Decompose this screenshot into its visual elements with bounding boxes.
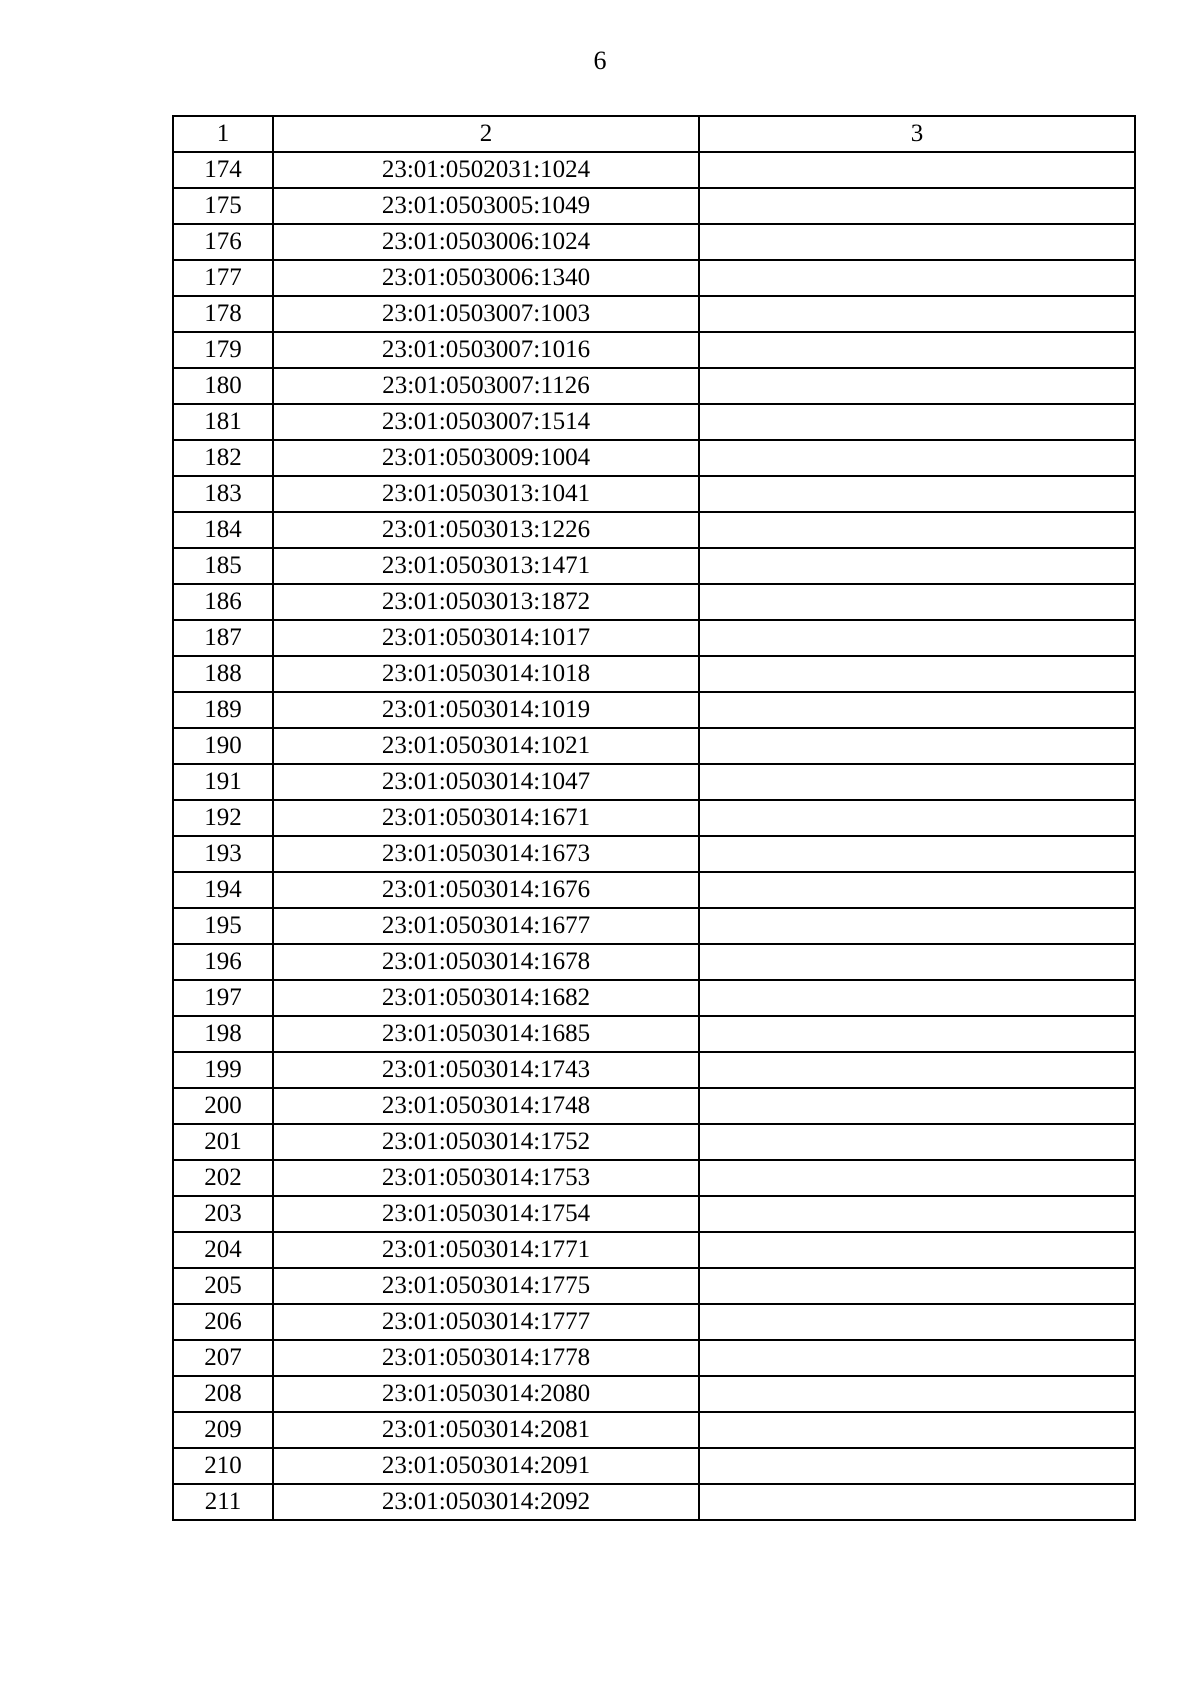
cadastral-number-cell: 23:01:0503013:1226	[273, 512, 699, 548]
cadastral-number-cell: 23:01:0503014:2091	[273, 1448, 699, 1484]
table-row	[173, 800, 1135, 836]
table-row	[173, 224, 1135, 260]
row-number-cell: 201	[173, 1124, 273, 1160]
cadastral-number-cell: 23:01:0503014:1775	[273, 1268, 699, 1304]
table-row	[173, 692, 1135, 728]
cadastral-number-cell: 23:01:0503007:1016	[273, 332, 699, 368]
notes-cell	[699, 476, 1135, 512]
row-number-cell: 199	[173, 1052, 273, 1088]
row-number-cell: 178	[173, 296, 273, 332]
table-row	[173, 1484, 1135, 1520]
table-row	[173, 152, 1135, 188]
row-number-cell: 179	[173, 332, 273, 368]
table-row	[173, 1052, 1135, 1088]
cadastral-number-cell: 23:01:0503009:1004	[273, 440, 699, 476]
cadastral-number-cell: 23:01:0503007:1003	[273, 296, 699, 332]
row-number-cell: 191	[173, 764, 273, 800]
cadastral-number-cell: 23:01:0503014:1019	[273, 692, 699, 728]
row-number-cell: 188	[173, 656, 273, 692]
cadastral-number-cell: 23:01:0503006:1024	[273, 224, 699, 260]
row-number-cell: 198	[173, 1016, 273, 1052]
row-number-cell: 195	[173, 908, 273, 944]
cadastral-number-cell: 23:01:0503014:1017	[273, 620, 699, 656]
table-row	[173, 620, 1135, 656]
table-row	[173, 1196, 1135, 1232]
row-number-cell: 205	[173, 1268, 273, 1304]
notes-cell	[699, 692, 1135, 728]
cadastral-number-cell: 23:01:0503014:1752	[273, 1124, 699, 1160]
table-row	[173, 548, 1135, 584]
notes-cell	[699, 1052, 1135, 1088]
row-number-cell: 211	[173, 1484, 273, 1520]
table-row	[173, 980, 1135, 1016]
notes-cell	[699, 224, 1135, 260]
column-header-1: 1	[173, 116, 273, 152]
row-number-cell: 210	[173, 1448, 273, 1484]
table-row	[173, 188, 1135, 224]
notes-cell	[699, 548, 1135, 584]
notes-cell	[699, 1484, 1135, 1520]
cadastral-number-cell: 23:01:0503014:2080	[273, 1376, 699, 1412]
notes-cell	[699, 1160, 1135, 1196]
table-row	[173, 1340, 1135, 1376]
notes-cell	[699, 404, 1135, 440]
row-number-cell: 202	[173, 1160, 273, 1196]
notes-cell	[699, 1124, 1135, 1160]
cadastral-number-cell: 23:01:0503013:1471	[273, 548, 699, 584]
row-number-cell: 185	[173, 548, 273, 584]
notes-cell	[699, 908, 1135, 944]
row-number-cell: 187	[173, 620, 273, 656]
table-row	[173, 1412, 1135, 1448]
cadastral-number-cell: 23:01:0503014:1678	[273, 944, 699, 980]
cadastral-number-cell: 23:01:0503014:1671	[273, 800, 699, 836]
cadastral-number-cell: 23:01:0503014:1677	[273, 908, 699, 944]
cadastral-number-cell: 23:01:0503014:1685	[273, 1016, 699, 1052]
row-number-cell: 181	[173, 404, 273, 440]
notes-cell	[699, 1016, 1135, 1052]
notes-cell	[699, 1340, 1135, 1376]
notes-cell	[699, 800, 1135, 836]
row-number-cell: 189	[173, 692, 273, 728]
cadastral-number-cell: 23:01:0503014:1673	[273, 836, 699, 872]
cadastral-number-cell: 23:01:0502031:1024	[273, 152, 699, 188]
notes-cell	[699, 944, 1135, 980]
table-row	[173, 1016, 1135, 1052]
notes-cell	[699, 620, 1135, 656]
notes-cell	[699, 440, 1135, 476]
notes-cell	[699, 152, 1135, 188]
cadastral-number-cell: 23:01:0503007:1126	[273, 368, 699, 404]
row-number-cell: 174	[173, 152, 273, 188]
column-header-2: 2	[273, 116, 699, 152]
row-number-cell: 177	[173, 260, 273, 296]
table-row	[173, 1268, 1135, 1304]
notes-cell	[699, 1196, 1135, 1232]
table-row	[173, 1448, 1135, 1484]
cadastral-number-cell: 23:01:0503014:2081	[273, 1412, 699, 1448]
cadastral-number-cell: 23:01:0503014:1778	[273, 1340, 699, 1376]
table-row	[173, 368, 1135, 404]
table-row	[173, 476, 1135, 512]
cadastral-number-cell: 23:01:0503014:1021	[273, 728, 699, 764]
table-row	[173, 872, 1135, 908]
cadastral-number-cell: 23:01:0503014:1018	[273, 656, 699, 692]
cadastral-number-cell: 23:01:0503014:1771	[273, 1232, 699, 1268]
cadastral-number-cell: 23:01:0503007:1514	[273, 404, 699, 440]
cadastral-number-cell: 23:01:0503014:1682	[273, 980, 699, 1016]
cadastral-number-cell: 23:01:0503013:1041	[273, 476, 699, 512]
notes-cell	[699, 332, 1135, 368]
table-row	[173, 1304, 1135, 1340]
notes-cell	[699, 1088, 1135, 1124]
table-row	[173, 1376, 1135, 1412]
row-number-cell: 196	[173, 944, 273, 980]
notes-cell	[699, 764, 1135, 800]
column-header-3: 3	[699, 116, 1135, 152]
table-row	[173, 908, 1135, 944]
table-row	[173, 296, 1135, 332]
cadastral-number-cell: 23:01:0503005:1049	[273, 188, 699, 224]
row-number-cell: 192	[173, 800, 273, 836]
table-row	[173, 404, 1135, 440]
table-row	[173, 1232, 1135, 1268]
table-row	[173, 1160, 1135, 1196]
row-number-cell: 204	[173, 1232, 273, 1268]
notes-cell	[699, 1268, 1135, 1304]
row-number-cell: 183	[173, 476, 273, 512]
notes-cell	[699, 1232, 1135, 1268]
row-number-cell: 182	[173, 440, 273, 476]
notes-cell	[699, 188, 1135, 224]
notes-cell	[699, 512, 1135, 548]
notes-cell	[699, 368, 1135, 404]
row-number-cell: 176	[173, 224, 273, 260]
notes-cell	[699, 1376, 1135, 1412]
row-number-cell: 207	[173, 1340, 273, 1376]
table-row	[173, 332, 1135, 368]
row-number-cell: 186	[173, 584, 273, 620]
row-number-cell: 200	[173, 1088, 273, 1124]
notes-cell	[699, 1412, 1135, 1448]
notes-cell	[699, 728, 1135, 764]
row-number-cell: 194	[173, 872, 273, 908]
cadastral-number-cell: 23:01:0503014:1753	[273, 1160, 699, 1196]
notes-cell	[699, 1448, 1135, 1484]
row-number-cell: 175	[173, 188, 273, 224]
table-row	[173, 1124, 1135, 1160]
table-row	[173, 512, 1135, 548]
table-row	[173, 836, 1135, 872]
notes-cell	[699, 260, 1135, 296]
table-header-row	[173, 116, 1135, 152]
cadastral-number-cell: 23:01:0503013:1872	[273, 584, 699, 620]
row-number-cell: 184	[173, 512, 273, 548]
page-number: 6	[593, 46, 607, 75]
cadastral-number-cell: 23:01:0503014:1676	[273, 872, 699, 908]
table-row	[173, 764, 1135, 800]
cadastral-number-cell: 23:01:0503014:1047	[273, 764, 699, 800]
row-number-cell: 206	[173, 1304, 273, 1340]
row-number-cell: 190	[173, 728, 273, 764]
table-row	[173, 656, 1135, 692]
notes-cell	[699, 1304, 1135, 1340]
cadastral-number-cell: 23:01:0503014:1754	[273, 1196, 699, 1232]
row-number-cell: 193	[173, 836, 273, 872]
cadastral-number-cell: 23:01:0503014:1748	[273, 1088, 699, 1124]
row-number-cell: 209	[173, 1412, 273, 1448]
row-number-cell: 203	[173, 1196, 273, 1232]
cadastral-number-cell: 23:01:0503014:1777	[273, 1304, 699, 1340]
table-row	[173, 260, 1135, 296]
cadastral-number-cell: 23:01:0503014:2092	[273, 1484, 699, 1520]
cadastral-number-cell: 23:01:0503014:1743	[273, 1052, 699, 1088]
table-row	[173, 728, 1135, 764]
table-row	[173, 1088, 1135, 1124]
cadastral-numbers-table	[172, 115, 1136, 1521]
row-number-cell: 180	[173, 368, 273, 404]
notes-cell	[699, 836, 1135, 872]
notes-cell	[699, 872, 1135, 908]
table-row	[173, 584, 1135, 620]
notes-cell	[699, 656, 1135, 692]
cadastral-number-cell: 23:01:0503006:1340	[273, 260, 699, 296]
row-number-cell: 208	[173, 1376, 273, 1412]
table-row	[173, 944, 1135, 980]
notes-cell	[699, 980, 1135, 1016]
notes-cell	[699, 296, 1135, 332]
table-row	[173, 440, 1135, 476]
table-body	[173, 152, 1135, 1520]
row-number-cell: 197	[173, 980, 273, 1016]
notes-cell	[699, 584, 1135, 620]
